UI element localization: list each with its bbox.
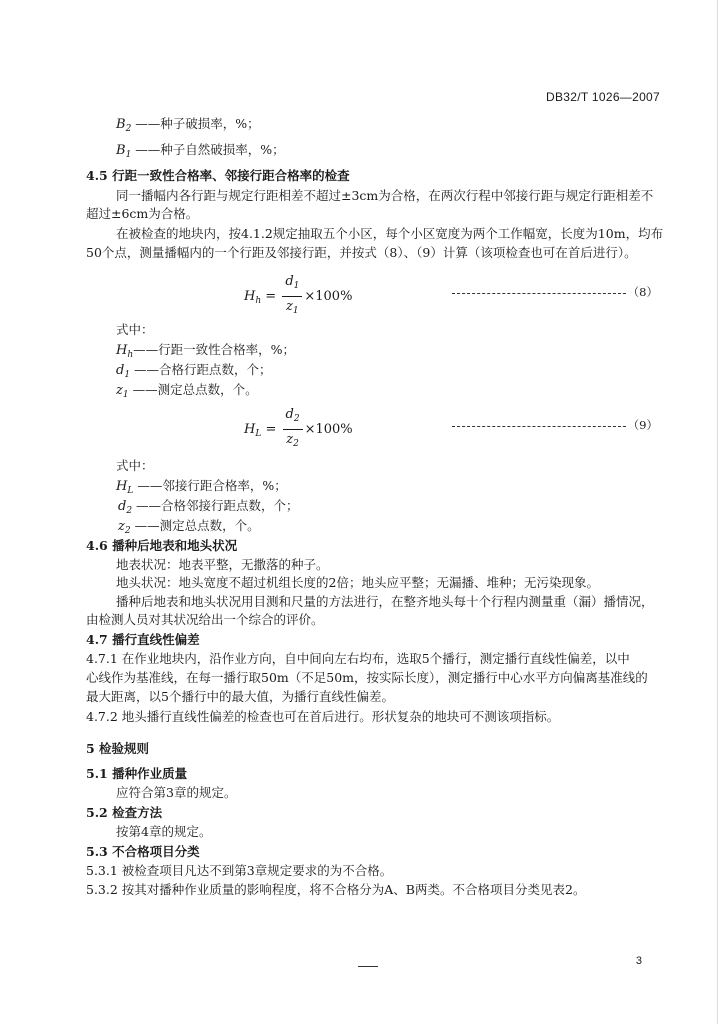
section-4-5-para2-line2: 50个点，测量播幅内的一个行距及邻接行距，并按式（8）、（9）计算（该项检查也可在首后进行）。 [86,245,637,260]
footer-rule [358,966,378,967]
section-5-3-2: 5.3.2 按其对播种作业质量的影响程度，将不合格分为A、B两类。不合格项目分类见表2。 [86,882,586,897]
chapter-5-heading: 5 检验规则 [86,741,150,756]
section-5-1-text: 应符合第3章的规定。 [116,785,237,800]
section-4-7-1-line3: 最大距离，以5个播行中的最大值，为播行直线性偏差。 [86,689,394,704]
where-label-8: 式中： [116,322,154,337]
section-4-6-heading: 4.6 播种后地表和地头状况 [86,538,238,553]
section-4-5-para2-line1: 在被检查的地块内，按4.1.2规定抽取五个小区，每个小区宽度为两个工作幅宽，长度为10m，均布 [116,226,664,241]
section-4-6-para3-line2: 由检测人员对其状况给出一个综合的评价。 [86,612,324,627]
section-4-5-heading: 4.5 行距一致性合格率、邻接行距合格率的检查 [86,168,350,183]
definition-d2: $d_2$ ——合格邻接行距点数，个； [118,498,299,516]
formula-8: $H_h$ = $\frac{d_1}{z_1}$ ×100% [244,274,353,316]
section-4-6-headland: 地头状况：地头宽度不超过机组长度的2倍；地头应平整；无漏播、堆种；无污染现象。 [116,575,599,590]
formula-9: $H_L$ = $\frac{d_2}{z_2}$ ×100% [244,407,353,449]
definition-b1: $B_1$ ——种子自然破损率，%； [116,142,285,160]
section-5-3-1: 5.3.1 被检查项目凡达不到第3章规定要求的为不合格。 [86,863,393,878]
definition-d1: $d_1$ ——合格行距点数，个； [116,362,272,380]
section-4-6-para3-line1: 播种后地表和地头状况用目测和尺量的方法进行，在整齐地头每十个行程内测量重（漏）播情况， [116,594,654,609]
section-4-7-1-line2: 心线作为基准线，在每一播行取50m（不足50m，按实际长度），测定播行中心水平方向偏离基准线的 [86,670,648,685]
formula-8-leader [452,293,626,294]
section-4-7-1-line1: 4.7.1 在作业地块内，沿作业方向，自中间向左右均布，选取5个播行，测定播行直线性偏差，以中 [86,651,630,666]
formula-9-number: （9） [452,417,658,433]
section-4-6-surface: 地表状况：地表平整，无撒落的种子。 [116,557,329,572]
definition-hl: $H_L$ ——邻接行距合格率，%； [116,478,287,496]
page-number: 3 [635,955,642,967]
section-4-5-para1-line1: 同一播幅内各行距与规定行距相差不超过±3cm为合格，在两次行程中邻接行距与规定行距相差不 [116,188,654,203]
section-5-1-heading: 5.1 播种作业质量 [86,766,188,781]
definition-z1: $z_1$ ——测定总点数，个。 [116,382,258,400]
definition-z2: $z_2$ ——测定总点数，个。 [118,518,260,536]
definition-b2: $B_2$ ——种子破损率，%； [116,116,260,134]
standard-code: DB32/T 1026—2007 [546,90,660,104]
definition-hh: $H_h——$行距一致性合格率，%； [116,342,296,360]
formula-9-leader [452,426,626,427]
section-5-3-heading: 5.3 不合格项目分类 [86,844,200,859]
formula-8-number: （8） [452,284,658,300]
where-label-9: 式中： [116,458,154,473]
scan-edge-line [717,0,718,1024]
section-4-7-heading: 4.7 播行直线性偏差 [86,632,200,647]
section-5-2-heading: 5.2 检查方法 [86,805,163,820]
section-5-2-text: 按第4章的规定。 [116,824,212,839]
section-4-5-para1-line2: 超过±6cm为合格。 [86,206,199,221]
section-4-7-2: 4.7.2 地头播行直线性偏差的检查也可在首后进行。形状复杂的地块可不测该项指标。 [86,709,560,724]
